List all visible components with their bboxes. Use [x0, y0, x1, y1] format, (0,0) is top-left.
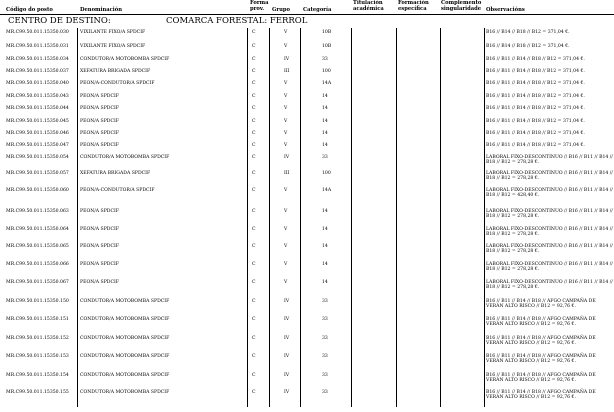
cell-denominacion: VIXILANTE FIXO/A SPDCIF — [80, 30, 146, 35]
cell-grupo: V — [284, 209, 288, 214]
cell-observaciones: B16 // B11 // B14 // B18 // B12 = 371,04 €. — [486, 81, 585, 86]
cell-observaciones: LABORAL FIXO-DESCONTINUO // B16 // B11 // B14 // B18 // B12 = 278,28 €. — [486, 280, 613, 291]
cell-denominacion: PEON/A SPDCIF — [80, 227, 119, 232]
cell-observaciones: B16 // B11 // B14 // B18 // B12 = 371,04 €. — [486, 106, 585, 111]
cell-codigo: MR.C99.50.011.15350.064 — [6, 227, 69, 232]
cell-forma: C — [252, 354, 256, 359]
cell-grupo: V — [284, 131, 288, 136]
table-row — [0, 188, 614, 210]
cell-categoria: 33 — [322, 336, 328, 341]
cell-categoria: 14 — [322, 106, 328, 111]
cell-grupo: IV — [284, 299, 290, 304]
cell-forma: C — [252, 390, 256, 395]
cell-forma: C — [252, 106, 256, 111]
cell-forma: C — [252, 280, 256, 285]
header-forma-line2: prov. — [250, 6, 265, 12]
cell-grupo: IV — [284, 390, 290, 395]
cell-denominacion: VIXILANTE FIXO/A SPDCIF — [80, 44, 146, 49]
header-rule — [0, 14, 614, 15]
cell-grupo: IV — [284, 336, 290, 341]
cell-codigo: MR.C99.50.011.15350.060 — [6, 188, 69, 193]
header-formacion — [398, 0, 429, 12]
cell-codigo: MR.C99.50.011.15350.045 — [6, 119, 69, 124]
table-row — [0, 390, 614, 412]
cell-grupo: IV — [284, 317, 290, 322]
header-titulacion — [353, 0, 384, 12]
header-complemento — [441, 0, 481, 12]
cell-categoria: 33 — [322, 155, 328, 160]
header-denominacion: Denominación — [80, 7, 122, 13]
cell-observaciones: B16 // B11 // B14 // B18 // AFGO CAMPAÑA DE VERÁN ALTO RISCO // B12 = 92,76 €. — [486, 317, 596, 328]
cell-forma: C — [252, 94, 256, 99]
centro-destino-label: CENTRO DE DESTINO: — [8, 16, 111, 26]
cell-categoria: 10B — [322, 30, 332, 35]
cell-codigo: MR.C99.50.011.15350.154 — [6, 373, 69, 378]
cell-observaciones: LABORAL FIXO-DESCONTINUO // B16 // B11 // B14 // B18 // B12 = 428,40 €. — [486, 188, 613, 199]
cell-grupo: V — [284, 119, 288, 124]
cell-codigo: MR.C99.50.011.15350.067 — [6, 280, 69, 285]
cell-observaciones: B16 // B11 // B14 // B18 // B12 = 371,04 €. — [486, 131, 585, 136]
cell-codigo: MR.C99.50.011.15350.047 — [6, 143, 69, 148]
header-codigo: Código do posto — [6, 7, 53, 13]
cell-grupo: V — [284, 262, 288, 267]
header-formacion-line2: específica — [398, 6, 427, 12]
cell-categoria: 33 — [322, 390, 328, 395]
cell-grupo: IV — [284, 155, 290, 160]
cell-denominacion: PEON/A SPDCIF — [80, 131, 119, 136]
cell-denominacion: CONDUTOR/A MOTOBOMBA SPDCIF — [80, 155, 170, 160]
cell-codigo: MR.C99.50.011.15350.054 — [6, 155, 69, 160]
cell-grupo: III — [284, 69, 290, 74]
cell-observaciones: LABORAL FIXO-DESCONTINUO // B16 // B11 // B14 // B18 // B12 = 278,28 €. — [486, 244, 613, 255]
cell-forma: C — [252, 299, 256, 304]
cell-observaciones: B16 // B11 // B14 // B18 // AFGO CAMPAÑA DE VERÁN ALTO RISCO // B12 = 92,76 €. — [486, 373, 596, 384]
cell-denominacion: CONDUTOR/A MOTOBOMBA SPDCIF — [80, 390, 170, 395]
cell-observaciones: B16 // B11 // B14 // B18 // B12 = 371,04 €. — [486, 143, 585, 148]
cell-categoria: 100 — [322, 171, 331, 176]
cell-forma: C — [252, 209, 256, 214]
cell-forma: C — [252, 143, 256, 148]
cell-codigo: MR.C99.50.011.15350.044 — [6, 106, 69, 111]
cell-denominacion: PEON/A SPDCIF — [80, 106, 119, 111]
cell-categoria: 14 — [322, 131, 328, 136]
cell-denominacion: CONDUTOR/A MOTOBOMBA SPDCIF — [80, 336, 170, 341]
cell-categoria: 10B — [322, 44, 332, 49]
cell-categoria: 33 — [322, 299, 328, 304]
cell-categoria: 14 — [322, 143, 328, 148]
cell-codigo: MR.C99.50.011.15350.046 — [6, 131, 69, 136]
cell-codigo: MR.C99.50.011.15350.037 — [6, 69, 69, 74]
header-grupo: Grupo — [272, 7, 291, 13]
cell-forma: C — [252, 131, 256, 136]
cell-categoria: 14 — [322, 280, 328, 285]
cell-denominacion: PEON/A SPDCIF — [80, 143, 119, 148]
cell-observaciones: B16 // B11 // B14 // B18 // AFGO CAMPAÑA DE VERÁN ALTO RISCO // B12 = 92,76 €. — [486, 390, 596, 401]
cell-codigo: MR.C99.50.011.15350.155 — [6, 390, 69, 395]
cell-denominacion: XEFATURA BRIGADA SPDCIF — [80, 69, 151, 74]
cell-observaciones: B16 // B11 // B14 // B18 // AFGO CAMPAÑA DE VERÁN ALTO RISCO // B12 = 92,76 €. — [486, 354, 596, 365]
cell-categoria: 33 — [322, 354, 328, 359]
cell-codigo: MR.C99.50.011.15350.152 — [6, 336, 69, 341]
cell-codigo: MR.C99.50.011.15350.040 — [6, 81, 69, 86]
header-formacion-line1: Formación — [398, 0, 429, 6]
cell-codigo: MR.C99.50.011.15350.057 — [6, 171, 69, 176]
header-forma-line1: Forma — [250, 0, 269, 6]
cell-denominacion: PEON/A SPDCIF — [80, 280, 119, 285]
cell-observaciones: B16 // B11 // B14 // B18 // B12 = 371,04 €. — [486, 94, 585, 99]
cell-observaciones: LABORAL FIXO-DESCONTINUO // B16 // B11 // B14 // B18 // B12 = 278,28 €. — [486, 171, 613, 182]
cell-observaciones: LABORAL FIXO-DESCONTINUO // B16 // B11 // B14 // B18 // B12 = 278,28 €. — [486, 262, 613, 273]
header-titulacion-line2: académica — [353, 6, 384, 12]
header-complemento-line1: Complemento — [441, 0, 482, 6]
cell-denominacion: PEON/A-CONDUTOR/A SPDCIF — [80, 81, 155, 86]
cell-forma: C — [252, 69, 256, 74]
cell-codigo: MR.C99.50.011.15350.043 — [6, 94, 69, 99]
cell-categoria: 100 — [322, 69, 331, 74]
cell-forma: C — [252, 373, 256, 378]
cell-observaciones: LABORAL FIXO-DESCONTINUO // B16 // B11 // B14 // B18 // B12 = 278,28 €. — [486, 209, 613, 220]
cell-grupo: V — [284, 227, 288, 232]
cell-categoria: 14 — [322, 244, 328, 249]
cell-denominacion: CONDUTOR/A MOTOBOMBA SPDCIF — [80, 57, 170, 62]
cell-denominacion: XEFATURA BRIGADA SPDCIF — [80, 171, 151, 176]
cell-codigo: MR.C99.50.011.15350.151 — [6, 317, 69, 322]
cell-categoria: 14A — [322, 188, 332, 193]
header-observaciones: Observacións — [486, 7, 525, 13]
cell-observaciones: B16 // B11 // B14 // B18 // AFGO CAMPAÑA DE VERÁN ALTO RISCO // B12 = 92,76 €. — [486, 336, 596, 347]
cell-categoria: 33 — [322, 57, 328, 62]
cell-categoria: 14 — [322, 94, 328, 99]
header-titulacion-line1: Titulación — [353, 0, 383, 6]
cell-forma: C — [252, 81, 256, 86]
cell-forma: C — [252, 188, 256, 193]
cell-observaciones: B16 // B14 // B18 // B12 = 371,04 €. — [486, 44, 570, 49]
cell-forma: C — [252, 44, 256, 49]
cell-grupo: V — [284, 244, 288, 249]
header-complemento-line2: singularidade — [441, 6, 482, 12]
cell-forma: C — [252, 227, 256, 232]
cell-forma: C — [252, 336, 256, 341]
cell-grupo: V — [284, 106, 288, 111]
cell-observaciones: B16 // B11 // B14 // B18 // B12 = 371,04 €. — [486, 69, 585, 74]
cell-categoria: 33 — [322, 373, 328, 378]
cell-codigo: MR.C99.50.011.15350.030 — [6, 30, 69, 35]
cell-observaciones: B16 // B11 // B14 // B18 // AFGO CAMPAÑA DE VERÁN ALTO RISCO // B12 = 92,76 €. — [486, 299, 596, 310]
cell-grupo: IV — [284, 354, 290, 359]
cell-grupo: V — [284, 94, 288, 99]
cell-forma: C — [252, 30, 256, 35]
cell-codigo: MR.C99.50.011.15350.150 — [6, 299, 69, 304]
comarca-heading: COMARCA FORESTAL: FERROL — [166, 16, 308, 26]
cell-forma: C — [252, 244, 256, 249]
cell-categoria: 14 — [322, 209, 328, 214]
cell-categoria: 33 — [322, 317, 328, 322]
cell-codigo: MR.C99.50.011.15350.065 — [6, 244, 69, 249]
cell-forma: C — [252, 262, 256, 267]
cell-forma: C — [252, 155, 256, 160]
cell-grupo: IV — [284, 373, 290, 378]
cell-grupo: IV — [284, 57, 290, 62]
cell-denominacion: PEON/A SPDCIF — [80, 94, 119, 99]
cell-codigo: MR.C99.50.011.15350.063 — [6, 209, 69, 214]
cell-categoria: 14 — [322, 227, 328, 232]
cell-denominacion: CONDUTOR/A MOTOBOMBA SPDCIF — [80, 373, 170, 378]
cell-observaciones: LABORAL FIXO-DESCONTINUO // B16 // B11 // B14 // B18 // B12 = 278,28 €. — [486, 155, 613, 166]
cell-grupo: III — [284, 171, 290, 176]
cell-observaciones: LABORAL FIXO-DESCONTINUO // B16 // B11 // B14 // B18 // B12 = 278,28 €. — [486, 227, 613, 238]
cell-observaciones: B16 // B11 // B14 // B18 // B12 = 371,04 €. — [486, 119, 585, 124]
cell-grupo: V — [284, 280, 288, 285]
cell-grupo: V — [284, 44, 288, 49]
cell-denominacion: PEON/A SPDCIF — [80, 119, 119, 124]
cell-forma: C — [252, 119, 256, 124]
cell-observaciones: B16 // B11 // B14 // B18 // B12 = 371,04 €. — [486, 57, 585, 62]
cell-denominacion: PEON/A SPDCIF — [80, 262, 119, 267]
cell-categoria: 14 — [322, 262, 328, 267]
cell-grupo: V — [284, 188, 288, 193]
cell-denominacion: CONDUTOR/A MOTOBOMBA SPDCIF — [80, 299, 170, 304]
cell-denominacion: PEON/A-CONDUTOR/A SPDCIF — [80, 188, 155, 193]
cell-forma: C — [252, 57, 256, 62]
cell-grupo: V — [284, 81, 288, 86]
cell-denominacion: CONDUTOR/A MOTOBOMBA SPDCIF — [80, 317, 170, 322]
cell-forma: C — [252, 171, 256, 176]
cell-codigo: MR.C99.50.011.15350.153 — [6, 354, 69, 359]
cell-denominacion: PEON/A SPDCIF — [80, 244, 119, 249]
cell-grupo: V — [284, 143, 288, 148]
cell-denominacion: PEON/A SPDCIF — [80, 209, 119, 214]
cell-denominacion: CONDUTOR/A MOTOBOMBA SPDCIF — [80, 354, 170, 359]
cell-codigo: MR.C99.50.011.15350.066 — [6, 262, 69, 267]
cell-codigo: MR.C99.50.011.15350.031 — [6, 44, 69, 49]
cell-grupo: V — [284, 30, 288, 35]
cell-categoria: 14A — [322, 81, 332, 86]
cell-codigo: MR.C99.50.011.15350.034 — [6, 57, 69, 62]
cell-forma: C — [252, 317, 256, 322]
header-forma — [250, 0, 268, 12]
header-categoria: Categoría — [303, 7, 332, 13]
cell-observaciones: B16 // B14 // B18 // B12 = 371,04 €. — [486, 30, 570, 35]
cell-categoria: 14 — [322, 119, 328, 124]
